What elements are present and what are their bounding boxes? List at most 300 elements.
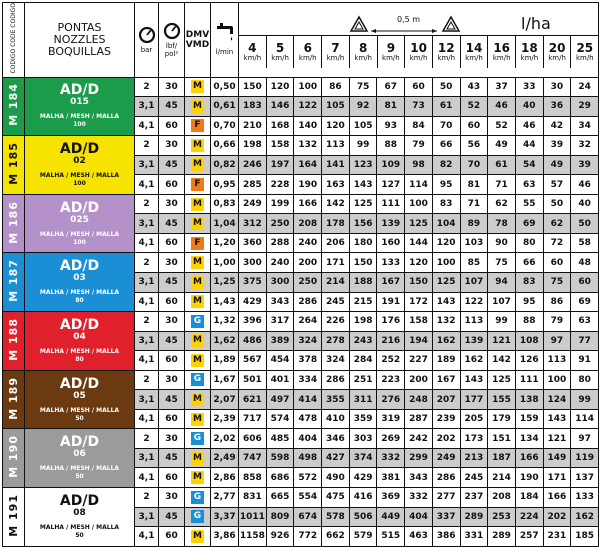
droplet-class bbox=[185, 194, 211, 214]
application-rate: 49 bbox=[488, 136, 516, 156]
application-rate: 52 bbox=[488, 116, 516, 136]
application-rate: 46 bbox=[488, 97, 516, 117]
application-rate: 858 bbox=[239, 468, 267, 488]
application-rate: 355 bbox=[322, 390, 350, 410]
application-rate: 84 bbox=[405, 116, 433, 136]
application-rate: 54 bbox=[515, 155, 543, 175]
flow-rate: 0,66 bbox=[211, 136, 239, 156]
pressure-bar: 3,1 bbox=[135, 272, 159, 292]
application-rate: 133 bbox=[571, 487, 599, 507]
application-rate: 137 bbox=[571, 468, 599, 488]
application-rate: 39 bbox=[571, 155, 599, 175]
droplet-class-badge: G bbox=[191, 315, 204, 328]
application-rate: 48 bbox=[571, 253, 599, 273]
application-rate: 124 bbox=[543, 390, 571, 410]
application-rate: 100 bbox=[543, 370, 571, 390]
speed-column-header: 9 km/h bbox=[377, 36, 405, 68]
application-rate: 214 bbox=[322, 272, 350, 292]
application-rate: 166 bbox=[515, 448, 543, 468]
application-rate: 103 bbox=[460, 233, 488, 253]
flow-rate: 0,83 bbox=[211, 194, 239, 214]
application-rate: 598 bbox=[266, 448, 294, 468]
speed-column-header: 8 km/h bbox=[349, 36, 377, 68]
nozzle-model: AD/D 04 MALHA / MESH / MALLA 80 bbox=[25, 312, 135, 371]
application-rate: 207 bbox=[432, 390, 460, 410]
application-rate: 162 bbox=[460, 351, 488, 371]
application-rate: 46 bbox=[571, 175, 599, 195]
speed-column-header: 16 km/h bbox=[487, 36, 515, 68]
pressure-bar: 2 bbox=[135, 429, 159, 449]
application-rate: 111 bbox=[377, 194, 405, 214]
application-rate: 429 bbox=[239, 292, 267, 312]
table-row bbox=[3, 370, 599, 390]
application-rate: 404 bbox=[405, 507, 433, 527]
pressure-bar: 3,1 bbox=[135, 448, 159, 468]
application-rate: 50 bbox=[432, 77, 460, 97]
application-rate: 162 bbox=[432, 331, 460, 351]
application-rate: 674 bbox=[294, 507, 322, 527]
pressure-psi: 30 bbox=[159, 429, 185, 449]
application-rate: 123 bbox=[349, 155, 377, 175]
application-rate: 94 bbox=[488, 272, 516, 292]
application-rate: 324 bbox=[322, 351, 350, 371]
application-rate: 155 bbox=[488, 390, 516, 410]
pressure-bar: 4,1 bbox=[135, 527, 159, 547]
droplet-class-badge: M bbox=[191, 413, 204, 426]
application-rate: 662 bbox=[322, 527, 350, 547]
table-row bbox=[3, 77, 599, 97]
application-rate: 86 bbox=[543, 292, 571, 312]
pressure-bar: 4,1 bbox=[135, 233, 159, 253]
application-rate: 66 bbox=[515, 253, 543, 273]
application-rate: 78 bbox=[488, 214, 516, 234]
application-rate: 171 bbox=[322, 253, 350, 273]
droplet-class bbox=[185, 370, 211, 390]
application-rate: 249 bbox=[239, 194, 267, 214]
application-rate: 286 bbox=[432, 468, 460, 488]
application-rate: 99 bbox=[571, 390, 599, 410]
product-code: M 189 bbox=[3, 370, 25, 429]
product-code: M 188 bbox=[3, 312, 25, 371]
application-rate: 171 bbox=[543, 468, 571, 488]
application-rate: 127 bbox=[377, 175, 405, 195]
application-rate: 92 bbox=[349, 97, 377, 117]
application-rate: 237 bbox=[460, 487, 488, 507]
droplet-class-badge: M bbox=[191, 393, 204, 406]
pressure-psi: 45 bbox=[159, 155, 185, 175]
application-rate: 71 bbox=[460, 194, 488, 214]
application-rate: 191 bbox=[377, 292, 405, 312]
pressure-psi: 45 bbox=[159, 272, 185, 292]
application-rate: 183 bbox=[239, 97, 267, 117]
application-rate: 33 bbox=[515, 77, 543, 97]
application-rate: 139 bbox=[460, 331, 488, 351]
application-rate: 242 bbox=[405, 429, 433, 449]
speed-column-header: 18 km/h bbox=[515, 36, 543, 68]
application-rate: 114 bbox=[405, 175, 433, 195]
flow-rate: 2,02 bbox=[211, 429, 239, 449]
droplet-class bbox=[185, 448, 211, 468]
application-rate: 498 bbox=[294, 448, 322, 468]
application-rate: 50 bbox=[543, 194, 571, 214]
flow-rate: 2,07 bbox=[211, 390, 239, 410]
speed-column-header: 10 km/h bbox=[404, 36, 432, 68]
application-rate: 132 bbox=[432, 312, 460, 332]
application-rate: 105 bbox=[322, 97, 350, 117]
application-rate: 429 bbox=[349, 468, 377, 488]
application-rate: 501 bbox=[239, 370, 267, 390]
pressure-psi: 45 bbox=[159, 331, 185, 351]
application-rate: 427 bbox=[322, 448, 350, 468]
application-rate: 223 bbox=[377, 370, 405, 390]
pressure-psi: 30 bbox=[159, 312, 185, 332]
application-rate: 299 bbox=[405, 448, 433, 468]
application-rate: 125 bbox=[405, 214, 433, 234]
application-rate: 83 bbox=[432, 194, 460, 214]
droplet-class bbox=[185, 507, 211, 527]
application-rate: 246 bbox=[239, 155, 267, 175]
application-rate: 300 bbox=[239, 253, 267, 273]
application-rate: 202 bbox=[432, 429, 460, 449]
application-rate: 389 bbox=[266, 331, 294, 351]
pressure-bar: 3,1 bbox=[135, 390, 159, 410]
flow-rate: 0,82 bbox=[211, 155, 239, 175]
spacing-legend: 0,5 m l/ha bbox=[239, 12, 598, 36]
application-rate: 717 bbox=[239, 409, 267, 429]
application-rate: 567 bbox=[239, 351, 267, 371]
application-rate: 40 bbox=[515, 97, 543, 117]
pressure-psi: 30 bbox=[159, 487, 185, 507]
droplet-class bbox=[185, 155, 211, 175]
pressure-bar: 2 bbox=[135, 136, 159, 156]
application-rate: 120 bbox=[322, 116, 350, 136]
flow-rate: 1,62 bbox=[211, 331, 239, 351]
application-rate: 61 bbox=[432, 97, 460, 117]
application-rate: 198 bbox=[349, 312, 377, 332]
flow-rate-table bbox=[2, 2, 599, 547]
application-rate: 194 bbox=[405, 331, 433, 351]
table-row bbox=[3, 312, 599, 332]
application-rate: 75 bbox=[543, 272, 571, 292]
application-rate: 49 bbox=[543, 155, 571, 175]
pressure-psi: 45 bbox=[159, 448, 185, 468]
speed-header bbox=[239, 3, 599, 78]
droplet-class-badge: G bbox=[191, 491, 204, 504]
application-rate: 332 bbox=[377, 448, 405, 468]
gauge-icon bbox=[138, 26, 156, 44]
application-rate: 158 bbox=[266, 136, 294, 156]
application-rate: 284 bbox=[349, 351, 377, 371]
application-rate: 772 bbox=[294, 527, 322, 547]
application-rate: 166 bbox=[543, 487, 571, 507]
droplet-class bbox=[185, 292, 211, 312]
application-rate: 97 bbox=[543, 331, 571, 351]
application-rate: 168 bbox=[266, 116, 294, 136]
application-rate: 210 bbox=[239, 116, 267, 136]
droplet-class bbox=[185, 487, 211, 507]
application-rate: 248 bbox=[405, 390, 433, 410]
droplet-class-badge: F bbox=[191, 178, 204, 191]
droplet-class-badge: M bbox=[191, 80, 204, 93]
product-code: M 187 bbox=[3, 253, 25, 312]
application-rate: 122 bbox=[460, 292, 488, 312]
application-rate: 574 bbox=[266, 409, 294, 429]
nozzle-model: AD/D 08 MALHA / MESH / MALLA 50 bbox=[25, 487, 135, 546]
pressure-psi: 60 bbox=[159, 468, 185, 488]
flow-rate: 0,50 bbox=[211, 77, 239, 97]
flow-rate: 2,86 bbox=[211, 468, 239, 488]
application-rate: 86 bbox=[322, 77, 350, 97]
droplet-class-badge: M bbox=[191, 276, 204, 289]
application-rate: 831 bbox=[239, 487, 267, 507]
application-rate: 149 bbox=[543, 448, 571, 468]
pressure-psi: 45 bbox=[159, 214, 185, 234]
application-rate: 125 bbox=[488, 370, 516, 390]
application-rate: 42 bbox=[543, 116, 571, 136]
droplet-class bbox=[185, 175, 211, 195]
application-rate: 61 bbox=[488, 155, 516, 175]
application-rate: 199 bbox=[266, 194, 294, 214]
application-rate: 44 bbox=[515, 136, 543, 156]
application-rate: 173 bbox=[460, 429, 488, 449]
application-rate: 239 bbox=[432, 409, 460, 429]
application-rate: 188 bbox=[349, 272, 377, 292]
application-rate: 404 bbox=[294, 429, 322, 449]
application-rate: 184 bbox=[515, 487, 543, 507]
application-rate: 337 bbox=[432, 507, 460, 527]
application-rate: 72 bbox=[543, 233, 571, 253]
application-rate: 289 bbox=[460, 507, 488, 527]
gauge-icon bbox=[163, 22, 181, 40]
application-rate: 150 bbox=[349, 253, 377, 273]
application-rate: 208 bbox=[294, 214, 322, 234]
application-rate: 346 bbox=[322, 429, 350, 449]
pressure-bar: 3,1 bbox=[135, 331, 159, 351]
droplet-class bbox=[185, 351, 211, 371]
pressure-psi: 30 bbox=[159, 370, 185, 390]
flow-rate: 2,49 bbox=[211, 448, 239, 468]
droplet-class-badge: M bbox=[191, 139, 204, 152]
flow-rate: 0,95 bbox=[211, 175, 239, 195]
flow-rate: 3,86 bbox=[211, 527, 239, 547]
application-rate: 142 bbox=[488, 351, 516, 371]
application-rate: 50 bbox=[571, 214, 599, 234]
application-rate: 95 bbox=[432, 175, 460, 195]
application-rate: 288 bbox=[266, 233, 294, 253]
application-rate: 120 bbox=[432, 233, 460, 253]
application-rate: 250 bbox=[266, 214, 294, 234]
application-rate: 375 bbox=[239, 272, 267, 292]
application-rate: 343 bbox=[266, 292, 294, 312]
application-rate: 156 bbox=[349, 214, 377, 234]
application-rate: 107 bbox=[460, 272, 488, 292]
application-rate: 240 bbox=[266, 253, 294, 273]
droplet-class bbox=[185, 272, 211, 292]
application-rate: 121 bbox=[488, 331, 516, 351]
flow-rate: 1,25 bbox=[211, 272, 239, 292]
application-rate: 98 bbox=[405, 155, 433, 175]
application-rate: 264 bbox=[294, 312, 322, 332]
application-rate: 95 bbox=[515, 292, 543, 312]
application-rate: 286 bbox=[294, 292, 322, 312]
flow-rate: 0,61 bbox=[211, 97, 239, 117]
application-rate: 449 bbox=[377, 507, 405, 527]
pressure-bar: 3,1 bbox=[135, 507, 159, 527]
droplet-class-badge: M bbox=[191, 334, 204, 347]
table-row bbox=[3, 487, 599, 507]
droplet-class bbox=[185, 527, 211, 547]
speed-column-header: 7 km/h bbox=[321, 36, 349, 68]
application-rate: 39 bbox=[543, 136, 571, 156]
application-rate: 60 bbox=[543, 253, 571, 273]
application-rate: 172 bbox=[405, 292, 433, 312]
application-rate: 37 bbox=[488, 77, 516, 97]
application-rate: 125 bbox=[349, 194, 377, 214]
application-rate: 162 bbox=[571, 507, 599, 527]
application-rate: 82 bbox=[432, 155, 460, 175]
application-rate: 360 bbox=[239, 233, 267, 253]
application-rate: 24 bbox=[571, 77, 599, 97]
application-rate: 202 bbox=[543, 507, 571, 527]
droplet-class-badge: M bbox=[191, 158, 204, 171]
application-rate: 75 bbox=[349, 77, 377, 97]
application-rate: 454 bbox=[266, 351, 294, 371]
application-rate: 187 bbox=[488, 448, 516, 468]
application-rate: 60 bbox=[405, 77, 433, 97]
application-rate: 205 bbox=[460, 409, 488, 429]
application-rate: 475 bbox=[322, 487, 350, 507]
application-rate: 120 bbox=[405, 253, 433, 273]
application-rate: 140 bbox=[294, 116, 322, 136]
application-rate: 141 bbox=[322, 155, 350, 175]
droplet-class-badge: F bbox=[191, 119, 204, 132]
application-rate: 554 bbox=[294, 487, 322, 507]
droplet-class-badge: M bbox=[191, 295, 204, 308]
droplet-class-badge: F bbox=[191, 237, 204, 250]
application-rate: 119 bbox=[571, 448, 599, 468]
droplet-class-badge: M bbox=[191, 100, 204, 113]
application-rate: 369 bbox=[377, 487, 405, 507]
application-rate: 105 bbox=[349, 116, 377, 136]
pressure-bar: 2 bbox=[135, 194, 159, 214]
droplet-class bbox=[185, 77, 211, 97]
application-rate: 100 bbox=[432, 253, 460, 273]
application-rate: 176 bbox=[377, 312, 405, 332]
application-rate: 809 bbox=[266, 507, 294, 527]
application-rate: 216 bbox=[377, 331, 405, 351]
application-rate: 224 bbox=[515, 507, 543, 527]
product-code: M 191 bbox=[3, 487, 25, 546]
nozzle-chart bbox=[2, 2, 598, 542]
application-rate: 60 bbox=[571, 272, 599, 292]
application-rate: 245 bbox=[322, 292, 350, 312]
flow-rate: 1,67 bbox=[211, 370, 239, 390]
application-rate: 63 bbox=[571, 312, 599, 332]
speed-column-header: 12 km/h bbox=[432, 36, 460, 68]
application-rate: 99 bbox=[488, 312, 516, 332]
application-rate: 214 bbox=[488, 468, 516, 488]
droplet-class-badge: M bbox=[191, 354, 204, 367]
nozzle-model: AD/D 05 MALHA / MESH / MALLA 50 bbox=[25, 370, 135, 429]
application-rate: 70 bbox=[460, 155, 488, 175]
application-rate: 121 bbox=[543, 429, 571, 449]
application-rate: 58 bbox=[571, 233, 599, 253]
droplet-class-badge: M bbox=[191, 530, 204, 543]
droplet-class bbox=[185, 312, 211, 332]
application-rate: 138 bbox=[515, 390, 543, 410]
table-row bbox=[3, 429, 599, 449]
pressure-bar-header: bar bbox=[135, 3, 159, 78]
application-rate: 276 bbox=[377, 390, 405, 410]
application-rate: 578 bbox=[322, 507, 350, 527]
application-rate: 113 bbox=[460, 312, 488, 332]
application-rate: 100 bbox=[294, 77, 322, 97]
application-rate: 167 bbox=[432, 370, 460, 390]
pressure-bar: 4,1 bbox=[135, 468, 159, 488]
application-rate: 185 bbox=[571, 527, 599, 547]
pressure-psi: 30 bbox=[159, 77, 185, 97]
application-rate: 111 bbox=[515, 370, 543, 390]
droplet-class-badge: G bbox=[191, 510, 204, 523]
application-rate: 215 bbox=[349, 292, 377, 312]
pressure-bar: 4,1 bbox=[135, 409, 159, 429]
application-rate: 179 bbox=[488, 409, 516, 429]
application-rate: 243 bbox=[349, 331, 377, 351]
application-rate: 55 bbox=[515, 194, 543, 214]
application-rate: 57 bbox=[543, 175, 571, 195]
application-rate: 410 bbox=[322, 409, 350, 429]
application-rate: 132 bbox=[294, 136, 322, 156]
application-rate: 485 bbox=[266, 429, 294, 449]
application-rate: 277 bbox=[432, 487, 460, 507]
application-rate: 63 bbox=[515, 175, 543, 195]
pressure-psi: 60 bbox=[159, 233, 185, 253]
application-rate: 606 bbox=[239, 429, 267, 449]
application-rate: 414 bbox=[294, 390, 322, 410]
application-rate: 287 bbox=[405, 409, 433, 429]
application-rate: 621 bbox=[239, 390, 267, 410]
application-rate: 66 bbox=[432, 136, 460, 156]
nozzle-model: AD/D 03 MALHA / MESH / MALLA 80 bbox=[25, 253, 135, 312]
flow-rate: 1,89 bbox=[211, 351, 239, 371]
droplet-class bbox=[185, 136, 211, 156]
application-rate: 490 bbox=[322, 468, 350, 488]
droplet-class-badge: M bbox=[191, 471, 204, 484]
application-rate: 249 bbox=[432, 448, 460, 468]
application-rate: 151 bbox=[488, 429, 516, 449]
application-rate: 167 bbox=[377, 272, 405, 292]
application-rate: 286 bbox=[322, 370, 350, 390]
application-rate: 62 bbox=[488, 194, 516, 214]
application-rate: 190 bbox=[294, 175, 322, 195]
speed-column-header: 5 km/h bbox=[266, 36, 294, 68]
application-rate: 381 bbox=[377, 468, 405, 488]
application-rate: 134 bbox=[515, 429, 543, 449]
application-rate: 497 bbox=[266, 390, 294, 410]
flow-rate: 0,70 bbox=[211, 116, 239, 136]
droplet-class bbox=[185, 233, 211, 253]
application-rate: 46 bbox=[515, 116, 543, 136]
table-row bbox=[3, 136, 599, 156]
application-rate: 133 bbox=[377, 253, 405, 273]
dmv-header: DMV VMD bbox=[185, 3, 211, 78]
application-rate: 160 bbox=[377, 233, 405, 253]
application-rate: 70 bbox=[432, 116, 460, 136]
nozzle-model: AD/D 06 MALHA / MESH / MALLA 50 bbox=[25, 429, 135, 488]
application-rate: 107 bbox=[488, 292, 516, 312]
pressure-psi: 30 bbox=[159, 136, 185, 156]
application-rate: 312 bbox=[239, 214, 267, 234]
